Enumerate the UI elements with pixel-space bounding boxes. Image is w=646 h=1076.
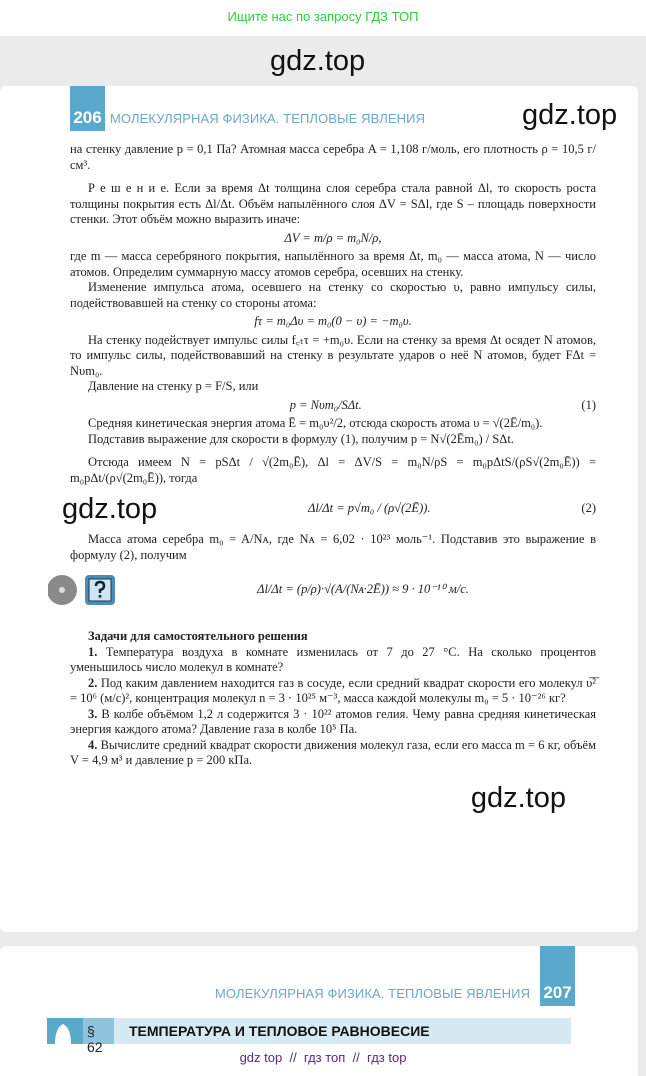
footer-link[interactable]: gdz top bbox=[239, 1050, 283, 1065]
equation-number: (2) bbox=[581, 501, 596, 516]
page-number: 207 bbox=[540, 946, 575, 1006]
disc-icon bbox=[48, 574, 82, 606]
task-number: 4. bbox=[88, 737, 98, 752]
separator: // bbox=[289, 1050, 297, 1065]
media-icons bbox=[48, 574, 118, 606]
tasks-heading: Задачи для самостоятельного решения bbox=[88, 629, 308, 643]
section-number: § 62 bbox=[83, 1018, 114, 1044]
watermark: gdz.top bbox=[470, 781, 566, 814]
running-head: МОЛЕКУЛЯРНАЯ ФИЗИКА. ТЕПЛОВЫЕ ЯВЛЕНИЯ bbox=[215, 986, 531, 1001]
formula: fτ = m₀Δυ = m₀(0 − υ) = −m₀υ. bbox=[254, 314, 412, 328]
search-banner: Ищите нас по запросу ГДЗ ТОП bbox=[0, 0, 646, 36]
paragraph: Средняя кинетическая энергия атома Ē = m₀υ²/2, отсюда скорость атома υ = √(2Ē/m₀). bbox=[88, 416, 543, 430]
paragraph: На стенку подействует импульс силы f꜀ₜτ = +m₀υ. Если на стенку за время Δt осядет N атомов, то импульс силы, подействовавший на стенку в результате ударов о неё N атомов, будет FΔt = Nυm₀. bbox=[70, 332, 596, 378]
bell-icon bbox=[47, 1018, 83, 1044]
paragraph: где m — масса серебряного покрытия, напылённого за время Δt, m₀ — масса атома, N — число атомов. Определим суммарную массу атомов серебра, осевших на стенку. bbox=[70, 249, 596, 279]
task-text: Под каким давлением находится газ в сосуде, если средний квадрат скорости его молекул υ̅²̅ = 10⁶ (м/с)², концентрация молекул n = 3 · 10²⁵ м⁻³, масса каждой молекулы m₀ = 5 · 10⁻²⁶ кг? bbox=[70, 675, 597, 705]
paragraph: Давление на стенку p = F/S, или bbox=[88, 379, 259, 393]
running-head: МОЛЕКУЛЯРНАЯ ФИЗИКА. ТЕПЛОВЫЕ ЯВЛЕНИЯ bbox=[110, 111, 426, 126]
task-text: В колбе объёмом 1,2 л содержится 3 · 10²² атомов гелия. Чему равна средняя кинетическая энергия каждого атома? Давление газа в колбе 10⁵ Па. bbox=[70, 706, 597, 736]
task bbox=[70, 707, 596, 738]
section-header bbox=[47, 1018, 571, 1055]
task-number: 1. bbox=[88, 644, 98, 659]
paragraph: на стенку давление p = 0,1 Па? Атомная масса серебра A = 1,108 г/моль, его плотность ρ = 10,5 г/см³. bbox=[70, 142, 596, 172]
formula: Δl/Δt = (p/ρ)·√(A/(Nᴀ·2Ē)) ≈ 9 · 10⁻¹⁰ м/с. bbox=[257, 582, 469, 597]
task-number: 2. bbox=[88, 675, 98, 690]
paragraph: Подставив выражение для скорости в формулу (1), получим p = N√(2Ēm₀) / SΔt. bbox=[88, 431, 514, 446]
task bbox=[70, 676, 596, 707]
task-text: Температура воздуха в комнате изменилась от 7 до 27 °С. На сколько процентов уменьшилось число молекул в комнате? bbox=[70, 644, 597, 674]
paragraph: Изменение импульса атома, осевшего на стенку со скоростью υ, равно импульсу силы, подействовавшей на стенку со стороны атома: bbox=[70, 280, 596, 310]
formula: Δl/Δt = p√m₀ / (ρ√(2Ē)). bbox=[308, 501, 431, 516]
paragraph: Масса атома серебра m₀ = A/Nᴀ, где Nᴀ = 6,02 · 10²³ моль⁻¹. Подставив это выражение в формулу (2), получим bbox=[70, 532, 596, 562]
footer-link[interactable]: гдз top bbox=[367, 1050, 407, 1065]
formula: ΔV = m/ρ = m₀N/ρ, bbox=[284, 230, 382, 245]
watermark: gdz.top bbox=[270, 45, 366, 77]
task-number: 3. bbox=[88, 706, 98, 721]
paragraph: Отсюда имеем N = pSΔt / √(2m₀Ē), Δl = ΔV/S = m₀N/ρS = m₀pΔtS/(ρS√(2m₀Ē)) = m₀pΔt/(ρ√(2m₀Ē)), тогда bbox=[70, 455, 596, 485]
separator: // bbox=[352, 1050, 360, 1065]
section-title: ТЕМПЕРАТУРА И ТЕПЛОВОЕ РАВНОВЕСИЕ bbox=[129, 1023, 430, 1039]
task bbox=[70, 738, 596, 769]
formula: p = Nυm₀/SΔt. bbox=[289, 397, 362, 412]
paragraph: Р е ш е н и е. Если за время Δt толщина слоя серебра стала равной Δl, то скорость роста толщины покрытия есть Δl/Δt. Объём напылённого слоя ΔV = SΔl, где S – площадь поверхности стенки. Этот объём можно выразить иначе: bbox=[70, 181, 596, 226]
watermark: gdz.top bbox=[522, 99, 618, 131]
equation-number: (1) bbox=[581, 397, 596, 412]
task bbox=[70, 645, 596, 676]
footer-links bbox=[0, 1050, 646, 1065]
watermark: gdz.top bbox=[62, 493, 158, 525]
solution-text bbox=[62, 142, 597, 815]
page-number: 206 bbox=[70, 86, 105, 131]
footer-link[interactable]: гдз топ bbox=[303, 1050, 346, 1065]
question-book-icon bbox=[84, 574, 118, 606]
task-text: Вычислите средний квадрат скорости движения молекул газа, если его масса m = 6 кг, объём V = 4,9 м³ и давление p = 200 кПа. bbox=[70, 737, 596, 767]
